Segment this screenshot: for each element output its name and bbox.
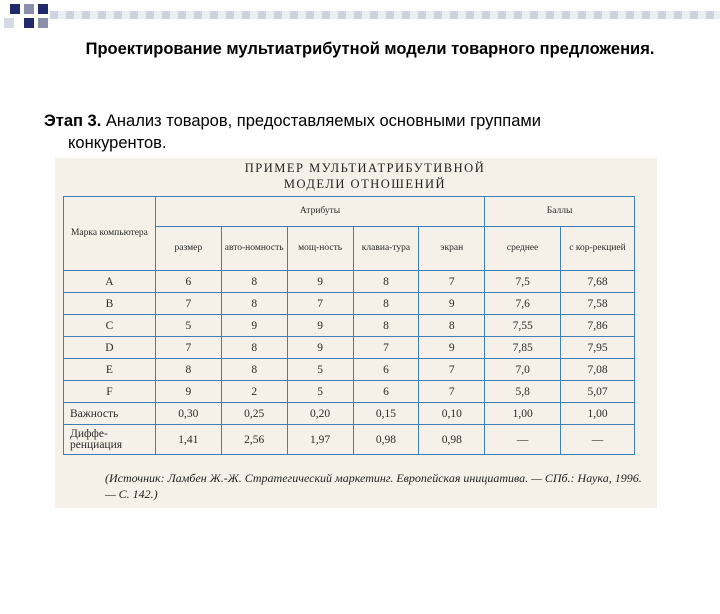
table-cell: 2,56 [221, 425, 287, 455]
table-cell: — [485, 425, 561, 455]
decor-square [24, 18, 34, 28]
decor-square [10, 4, 20, 14]
table-cell: 9 [287, 315, 353, 337]
table-cell: 8 [419, 315, 485, 337]
table-cell: 1,00 [561, 403, 635, 425]
table-cell: 7 [155, 293, 221, 315]
table-cell: 8 [221, 271, 287, 293]
column-header: клавиа-тура [353, 227, 419, 271]
table-cell: 6 [155, 271, 221, 293]
table-cell: 8 [353, 293, 419, 315]
table-cell: 6 [353, 381, 419, 403]
table-cell: 0,25 [221, 403, 287, 425]
column-header: размер [155, 227, 221, 271]
table-cell: 0,98 [353, 425, 419, 455]
scanned-figure [55, 158, 657, 508]
table-cell: 8 [353, 271, 419, 293]
table-cell: 9 [287, 271, 353, 293]
row-label: A [64, 271, 156, 293]
table-cell: 7 [419, 381, 485, 403]
table-cell: 6 [353, 359, 419, 381]
table-cell: 9 [287, 337, 353, 359]
table-cell: 2 [221, 381, 287, 403]
table-row [64, 315, 635, 337]
table-cell: 9 [419, 293, 485, 315]
table-cell: 5 [287, 359, 353, 381]
figure-title-line: ПРИМЕР МУЛЬТИАТРИБУТИВНОЙ [244, 161, 486, 175]
row-label: Важность [64, 403, 156, 425]
table-cell: 0,15 [353, 403, 419, 425]
corner-decoration [0, 0, 720, 40]
figure-title [205, 160, 525, 192]
table-cell: 5,8 [485, 381, 561, 403]
table-cell: 8 [155, 359, 221, 381]
stage-description [44, 110, 684, 154]
row-label: Диффе-ренциация [64, 425, 156, 455]
table-cell: 8 [353, 315, 419, 337]
stage-text: Анализ товаров, предоставляемых основными группами [105, 112, 541, 130]
table-row [64, 425, 635, 455]
stage-text-continued: конкурентов. [68, 134, 167, 152]
table-cell: 8 [221, 359, 287, 381]
table-cell: 9 [419, 337, 485, 359]
table-cell: 7,86 [561, 315, 635, 337]
table-cell: 7 [419, 359, 485, 381]
row-label: C [64, 315, 156, 337]
table-cell: 7,5 [485, 271, 561, 293]
table-cell: 9 [155, 381, 221, 403]
table-row [64, 271, 635, 293]
header-group-scores: Баллы [485, 197, 635, 227]
table-cell: 7,55 [485, 315, 561, 337]
figure-source: (Источник: Ламбен Ж.-Ж. Стратегический маркетинг. Европейская инициатива. — СПб.: Наука, 1996. — С. 142.) [105, 471, 642, 501]
table-cell: 7,58 [561, 293, 635, 315]
table-cell: 7 [419, 271, 485, 293]
slide-title: Проектирование мультиатрибутной модели товарного предложения. [85, 40, 655, 58]
decor-square [38, 18, 48, 28]
table-cell: 7,95 [561, 337, 635, 359]
table-cell: 7,6 [485, 293, 561, 315]
decor-square [4, 18, 14, 28]
row-label: B [64, 293, 156, 315]
row-label: E [64, 359, 156, 381]
table-cell: 0,10 [419, 403, 485, 425]
table-wrapper [63, 196, 643, 614]
table-cell: 0,98 [419, 425, 485, 455]
decor-square [38, 4, 48, 14]
column-header: авто-номность [221, 227, 287, 271]
table-cell: 1,97 [287, 425, 353, 455]
table-cell: 1,00 [485, 403, 561, 425]
table-cell: 7,0 [485, 359, 561, 381]
table-cell: 7,85 [485, 337, 561, 359]
table-cell: 5 [155, 315, 221, 337]
table-cell: 7,08 [561, 359, 635, 381]
decor-band [50, 11, 720, 19]
stage-label: Этап 3. [44, 112, 102, 130]
column-header: среднее [485, 227, 561, 271]
row-label: F [64, 381, 156, 403]
table-cell: 7 [287, 293, 353, 315]
table-row [64, 337, 635, 359]
table-cell: 5 [287, 381, 353, 403]
header-group-attributes: Атрибуты [155, 197, 484, 227]
table-cell: 5,07 [561, 381, 635, 403]
row-label: D [64, 337, 156, 359]
table-cell: 8 [221, 337, 287, 359]
table-cell: 0,20 [287, 403, 353, 425]
table-cell: 7 [353, 337, 419, 359]
column-header: мощ-ность [287, 227, 353, 271]
table-cell: 0,30 [155, 403, 221, 425]
attribute-model-table [63, 196, 635, 455]
table-row [64, 403, 635, 425]
table-cell: 7 [155, 337, 221, 359]
table-cell: — [561, 425, 635, 455]
table-cell: 7,68 [561, 271, 635, 293]
table-row [64, 359, 635, 381]
table-cell: 9 [221, 315, 287, 337]
table-row [64, 381, 635, 403]
table-cell: 1,41 [155, 425, 221, 455]
figure-title-line: МОДЕЛИ ОТНОШЕНИЙ [283, 177, 447, 191]
column-header: с кор-рекцией [561, 227, 635, 271]
header-row-label: Марка компьютера [64, 197, 156, 271]
table-cell: 8 [221, 293, 287, 315]
decor-square [24, 4, 34, 14]
table-row [64, 293, 635, 315]
column-header: экран [419, 227, 485, 271]
